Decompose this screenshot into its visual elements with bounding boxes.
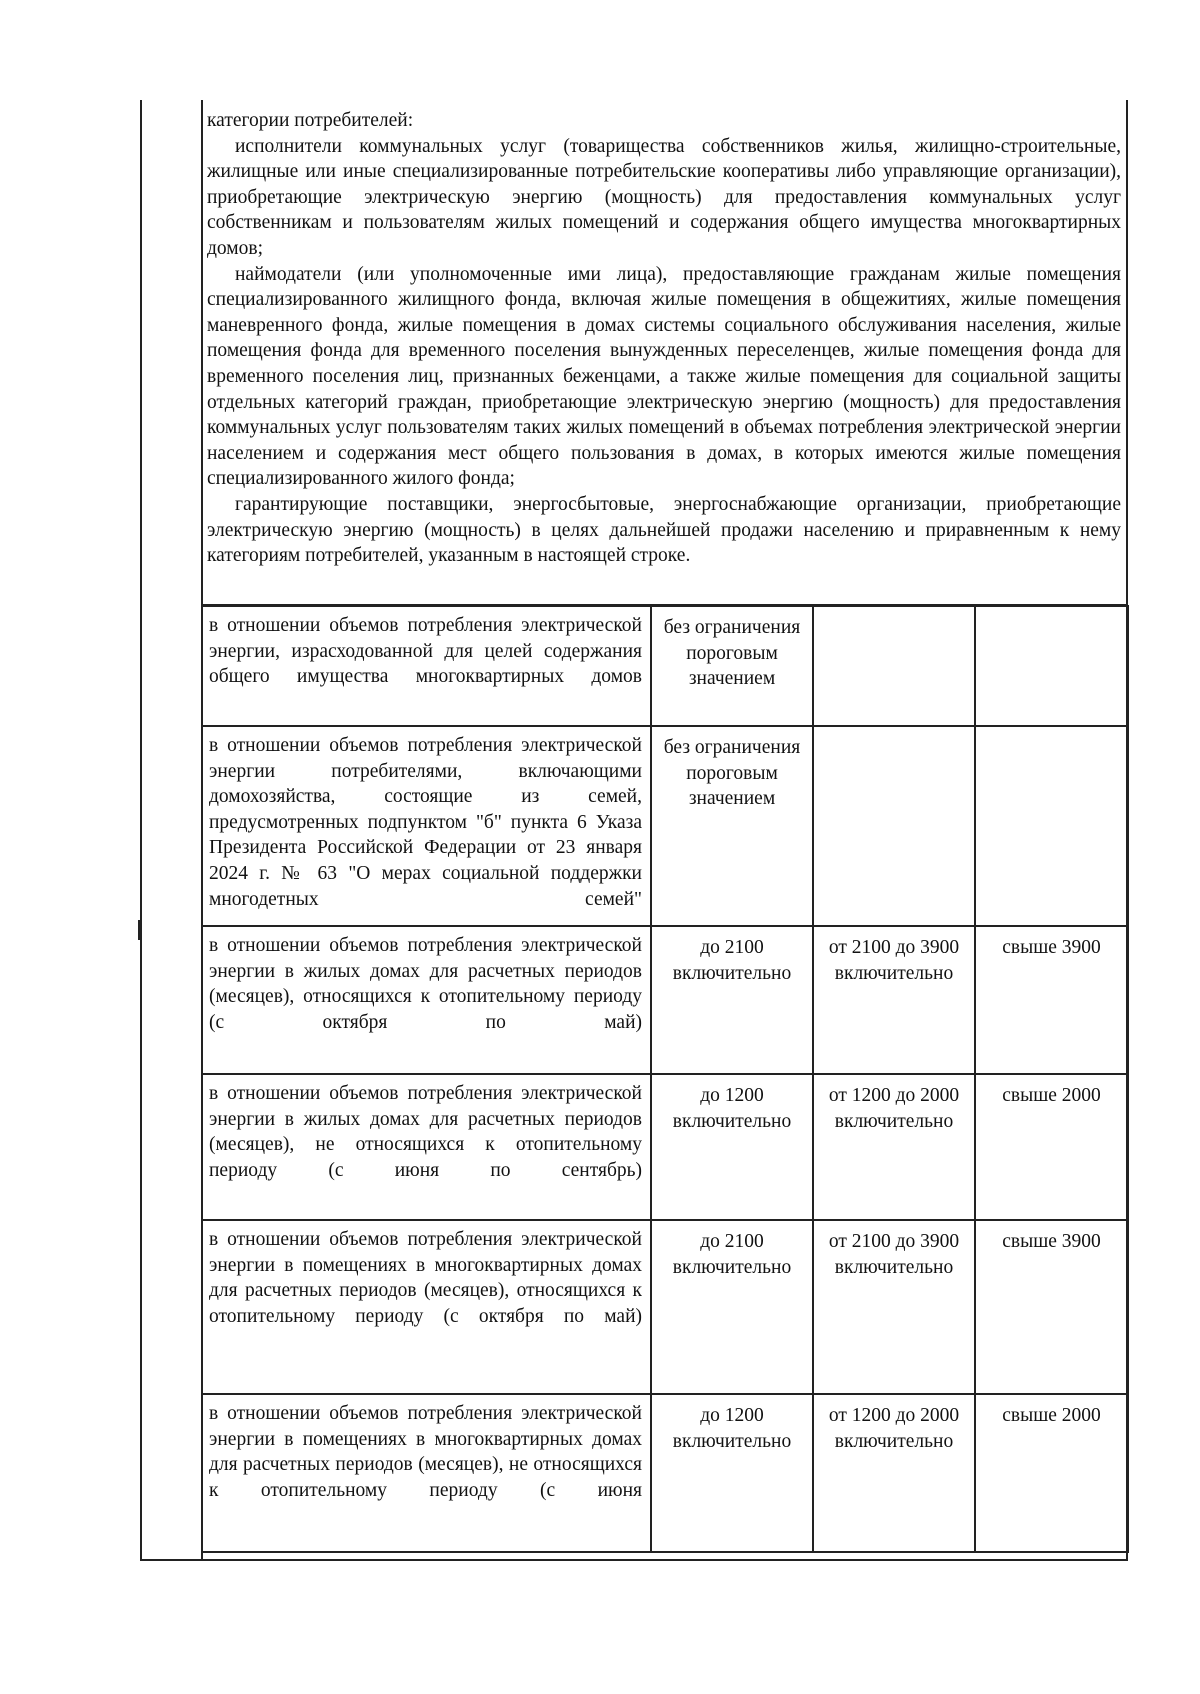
table-row <box>202 726 1128 926</box>
threshold-first: до 2100 включительно <box>651 926 813 1074</box>
threshold-third <box>975 606 1128 726</box>
threshold-first: без ограничения пороговым значением <box>651 726 813 926</box>
intro-heading: категории потребителей: <box>207 110 414 131</box>
threshold-second <box>813 606 975 726</box>
threshold-first: до 2100 включительно <box>651 1220 813 1394</box>
threshold-first: без ограничения пороговым значением <box>651 606 813 726</box>
intro-paragraph: исполнители коммунальных услуг (товарищества собственников жилья, жилищно-строительные, жилищные или иные специализированные потребительские кооперативы либо управляющие организации), приобретающие электрическую энергию (мощность) для предоставления коммунальных услуг собственникам и пользователям жилых помещений и содержания общего имущества многоквартирных домов; <box>207 135 1121 259</box>
table-row <box>202 606 1128 726</box>
table-row <box>202 1394 1128 1552</box>
table-row <box>202 1074 1128 1220</box>
threshold-third: свыше 3900 <box>975 926 1128 1074</box>
threshold-first: до 1200 включительно <box>651 1074 813 1220</box>
frame-bottom-border <box>140 1559 1128 1561</box>
threshold-second: от 1200 до 2000 включительно <box>813 1394 975 1552</box>
consumption-thresholds-table <box>201 605 1129 1553</box>
intro-paragraph: гарантирующие поставщики, энергосбытовые, энергоснабжающие организации, приобретающие электрическую энергию (мощность) в целях дальнейшей продажи населению и приравненным к нему категориям потребителей, указанным в настоящей строке. <box>207 493 1121 567</box>
threshold-second: от 2100 до 3900 включительно <box>813 926 975 1074</box>
threshold-third: свыше 2000 <box>975 1074 1128 1220</box>
scan-mark <box>138 920 141 940</box>
threshold-first: до 1200 включительно <box>651 1394 813 1552</box>
threshold-second <box>813 726 975 926</box>
threshold-third: свыше 3900 <box>975 1220 1128 1394</box>
row-description: в отношении объемов потребления электрической энергии потребителями, включающими домохозяйства, состоящие из семей, предусмотренных подпунктом "б" пункта 6 Указа Президента Российской Федерации от 23 января 2024 г. № 63 "О мерах социальной поддержки многодетных семей" <box>202 726 651 926</box>
intro-paragraph: наймодатели (или уполномоченные ими лица), предоставляющие гражданам жилые помещения специализированного жилищного фонда, включая жилые помещения в общежитиях, жилые помещения маневренного фонда, жилые помещения в домах системы социального обслуживания населения, жилые помещения фонда для временного поселения вынужденных переселенцев, жилые помещения фонда для временного поселения лиц, признанных беженцами, а также жилые помещения для социальной защиты отдельных категорий граждан, приобретающие электрическую энергию (мощность) для предоставления коммунальных услуг пользователям таких жилых помещений в объемах потребления электрической энергии населением и содержания мест общего пользования в домах, в которых имеются жилые помещения специализированного жилого фонда; <box>207 263 1121 490</box>
row-description: в отношении объемов потребления электрической энергии в помещениях в многоквартирных домах для расчетных периодов (месяцев), относящихся к отопительному периоду (с октября по май) <box>202 1220 651 1394</box>
threshold-third: свыше 2000 <box>975 1394 1128 1552</box>
threshold-second: от 2100 до 3900 включительно <box>813 1220 975 1394</box>
table-row <box>202 1220 1128 1394</box>
consumer-categories-text <box>207 108 1121 569</box>
frame-left-border <box>140 100 142 1560</box>
threshold-second: от 1200 до 2000 включительно <box>813 1074 975 1220</box>
threshold-third <box>975 726 1128 926</box>
row-description: в отношении объемов потребления электрической энергии, израсходованной для целей содержания общего имущества многоквартирных домов <box>202 606 651 726</box>
row-description: в отношении объемов потребления электрической энергии в жилых домах для расчетных периодов (месяцев), относящихся к отопительному периоду (с октября по май) <box>202 926 651 1074</box>
row-description: в отношении объемов потребления электрической энергии в помещениях в многоквартирных домах для расчетных периодов (месяцев), не относящихся к отопительному периоду (с июня <box>202 1394 651 1552</box>
table-row <box>202 926 1128 1074</box>
row-description: в отношении объемов потребления электрической энергии в жилых домах для расчетных периодов (месяцев), не относящихся к отопительному периоду (с июня по сентябрь) <box>202 1074 651 1220</box>
